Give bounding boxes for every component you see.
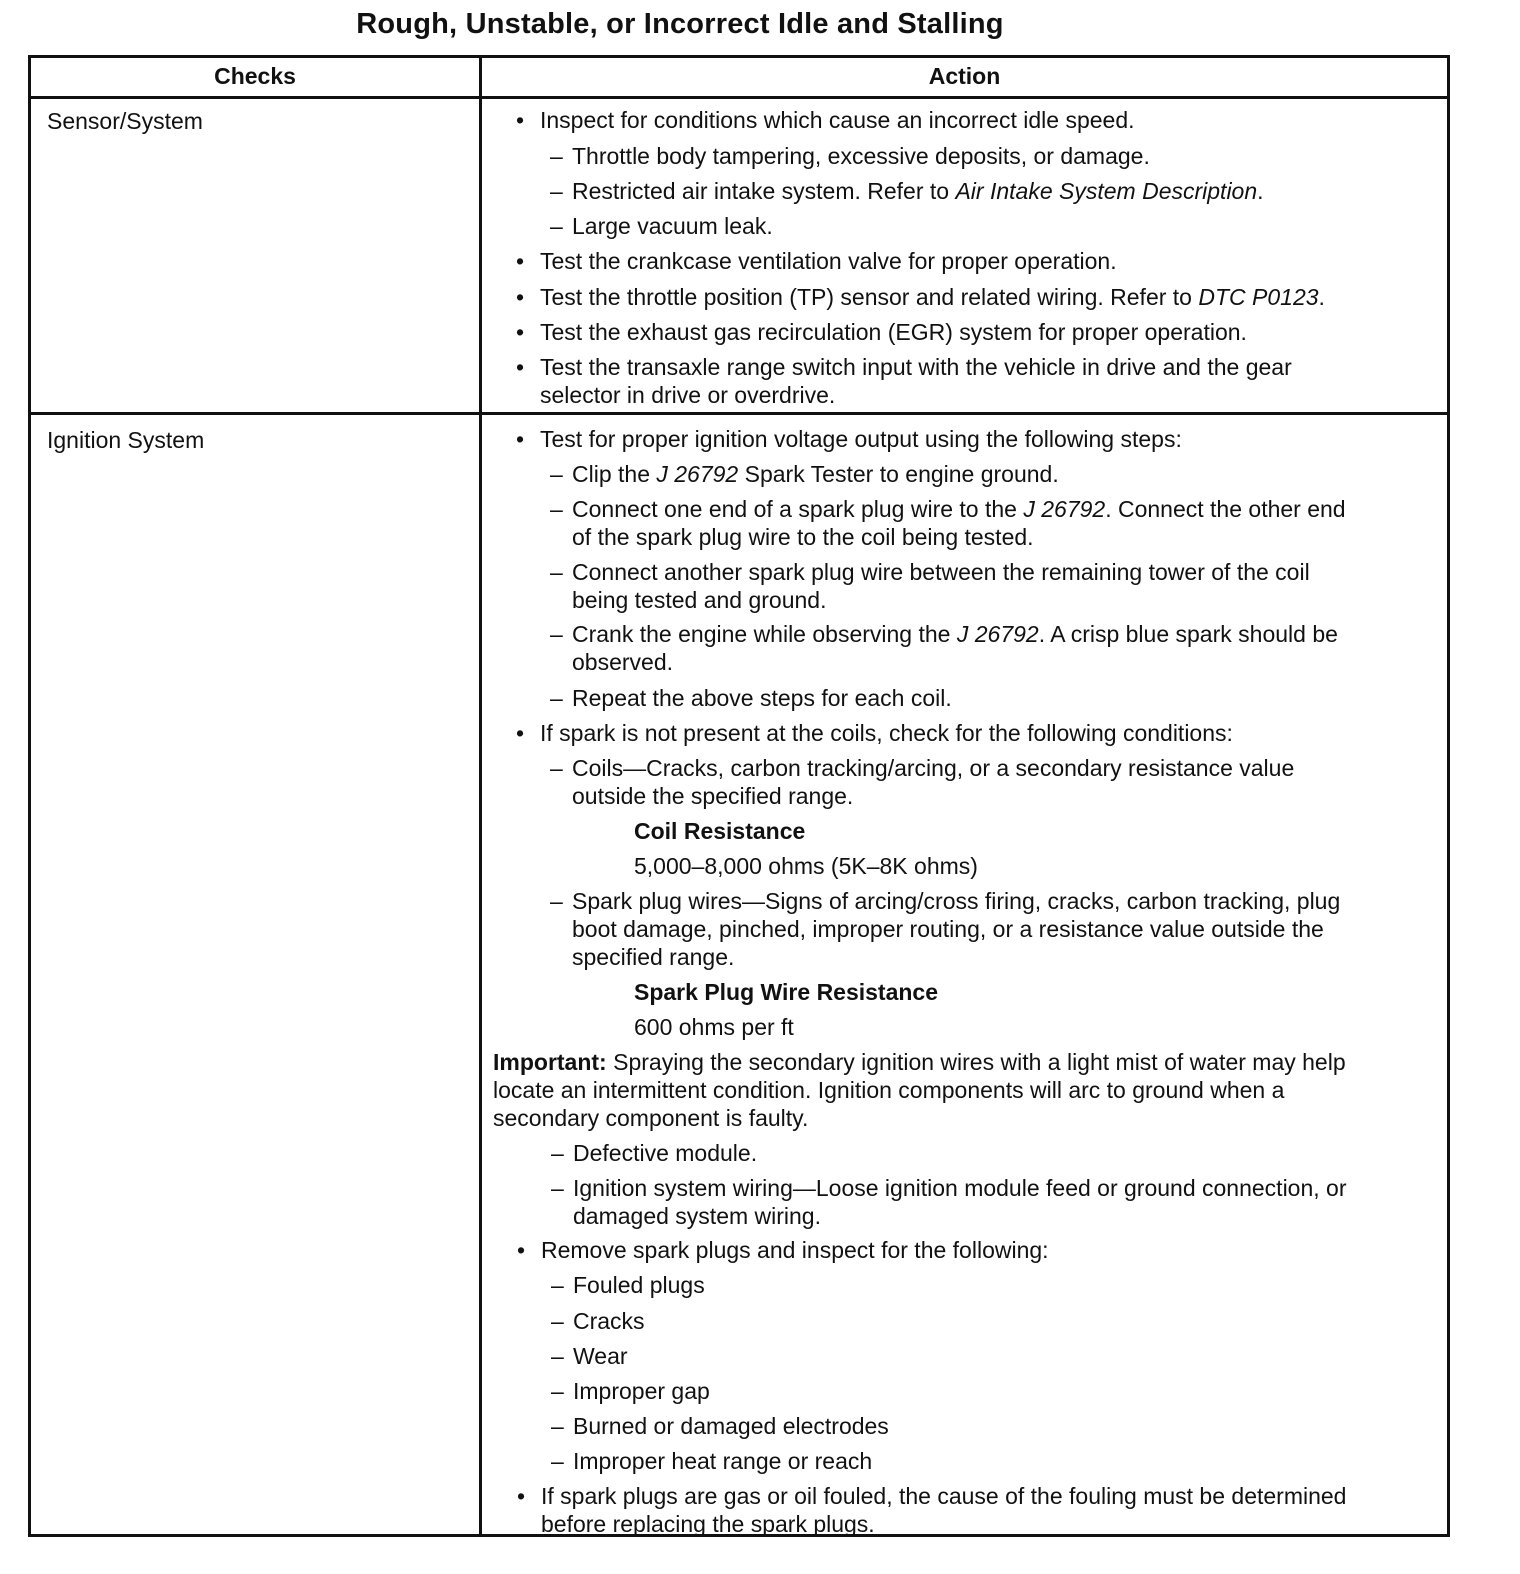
action-item: • Test the crankcase ventilation valve for proper operation. — [540, 247, 1117, 275]
action-item: • Test for proper ignition voltage output using the following steps: — [540, 425, 1182, 453]
action-item: • If spark plugs are gas or oil fouled, the cause of the fouling must be determined before replacing the spark plugs. — [541, 1482, 1346, 1538]
check-ignition-system: Ignition System — [47, 427, 205, 453]
action-subitem: – Repeat the above steps for each coil. — [572, 684, 952, 712]
action-subitem: – Connect one end of a spark plug wire to the J 26792. Connect the other end of the spark plug wire to the coil being tested. — [572, 495, 1346, 551]
action-subitem: – Improper gap — [573, 1377, 710, 1405]
action-subitem: – Restricted air intake system. Refer to Air Intake System Description. — [572, 177, 1264, 205]
action-subitem: – Burned or damaged electrodes — [573, 1412, 889, 1440]
action-subitem: – Wear — [573, 1342, 628, 1370]
reference-link: Air Intake System Description — [955, 178, 1258, 204]
action-subitem: – Ignition system wiring—Loose ignition module feed or ground connection, or damaged system wiring. — [573, 1174, 1347, 1230]
column-divider — [479, 58, 482, 1534]
action-subitem: – Clip the J 26792 Spark Tester to engine ground. — [572, 460, 1059, 488]
spec-value: 600 ohms per ft — [634, 1014, 794, 1040]
action-item: • Test the transaxle range switch input with the vehicle in drive and the gear selector in drive or overdrive. — [540, 353, 1292, 409]
spec-value: 5,000–8,000 ohms (5K–8K ohms) — [634, 853, 978, 879]
action-subitem: – Crank the engine while observing the J 26792. A crisp blue spark should be observed. — [572, 620, 1338, 676]
header-checks: Checks — [214, 63, 296, 89]
page-title: Rough, Unstable, or Incorrect Idle and Stalling — [356, 8, 1004, 40]
action-subitem: – Connect another spark plug wire between the remaining tower of the coil being tested and ground. — [572, 558, 1310, 614]
spec-title: Coil Resistance — [634, 818, 806, 844]
action-subitem: – Improper heat range or reach — [573, 1447, 872, 1475]
action-item: • Test the exhaust gas recirculation (EGR) system for proper operation. — [540, 318, 1247, 346]
check-sensor-system: Sensor/System — [47, 108, 203, 134]
action-item: • Remove spark plugs and inspect for the following: — [541, 1236, 1049, 1264]
action-item: • If spark is not present at the coils, check for the following conditions: — [540, 719, 1233, 747]
header-action: Action — [928, 63, 1001, 89]
header-divider — [31, 96, 1447, 99]
spec-title: Spark Plug Wire Resistance — [634, 979, 939, 1005]
action-subitem: – Fouled plugs — [573, 1271, 705, 1299]
troubleshooting-table — [28, 55, 1450, 1537]
action-subitem: – Large vacuum leak. — [572, 212, 773, 240]
action-item: • Test the throttle position (TP) sensor and related wiring. Refer to DTC P0123. — [540, 283, 1325, 311]
reference-link: DTC P0123 — [1198, 284, 1319, 310]
action-subitem: – Defective module. — [573, 1139, 757, 1167]
action-subitem: – Coils—Cracks, carbon tracking/arcing, or a secondary resistance value outside the specified range. — [572, 754, 1294, 810]
important-label: Important: — [493, 1049, 607, 1075]
action-subitem: – Throttle body tampering, excessive deposits, or damage. — [572, 142, 1150, 170]
action-subitem: – Spark plug wires—Signs of arcing/cross firing, cracks, carbon tracking, plug boot damage, pinched, improper routing, or a resistance value outside the specified range. — [572, 887, 1340, 971]
row-divider — [31, 412, 1447, 415]
action-subitem: – Cracks — [573, 1307, 645, 1335]
important-note: Important: Spraying the secondary ignition wires with a light mist of water may help locate an intermittent condition. Ignition components will arc to ground when a secondary component is faulty. — [493, 1049, 1346, 1131]
action-item: • Inspect for conditions which cause an incorrect idle speed. — [540, 106, 1135, 134]
